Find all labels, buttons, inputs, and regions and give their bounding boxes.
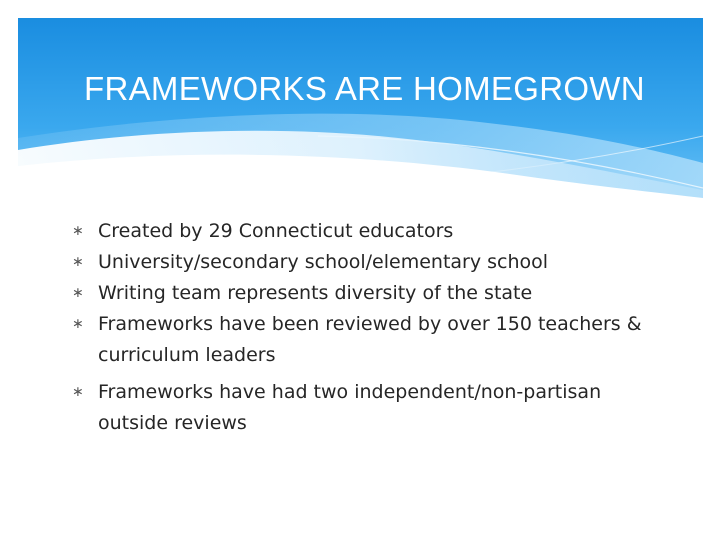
bullet-item [72,278,672,309]
slide-title: FRAMEWORKS ARE HOMEGROWN [84,70,645,107]
banner-background [18,18,703,200]
bullet-text: Created by 29 Connecticut educators [98,220,454,242]
bullet-text: University/secondary school/elementary school [98,251,549,273]
bullet-text: Writing team represents diversity of the state [98,282,533,304]
title-banner [18,18,703,200]
bullet-item [72,309,672,371]
bullet-text: Frameworks have had two independent/non-partisan outside reviews [98,381,602,434]
bullet-item [72,247,672,278]
asterisk-bullet-icon: ∗ [72,316,84,332]
asterisk-bullet-icon: ∗ [72,254,84,270]
asterisk-bullet-icon: ∗ [72,285,84,301]
asterisk-bullet-icon: ∗ [72,384,84,400]
asterisk-bullet-icon: ∗ [72,223,84,239]
bullet-text: Frameworks have been reviewed by over 150 teachers & curriculum leaders [98,313,642,366]
bullet-list [72,216,672,439]
bullet-item [72,377,672,439]
bullet-item [72,216,672,247]
